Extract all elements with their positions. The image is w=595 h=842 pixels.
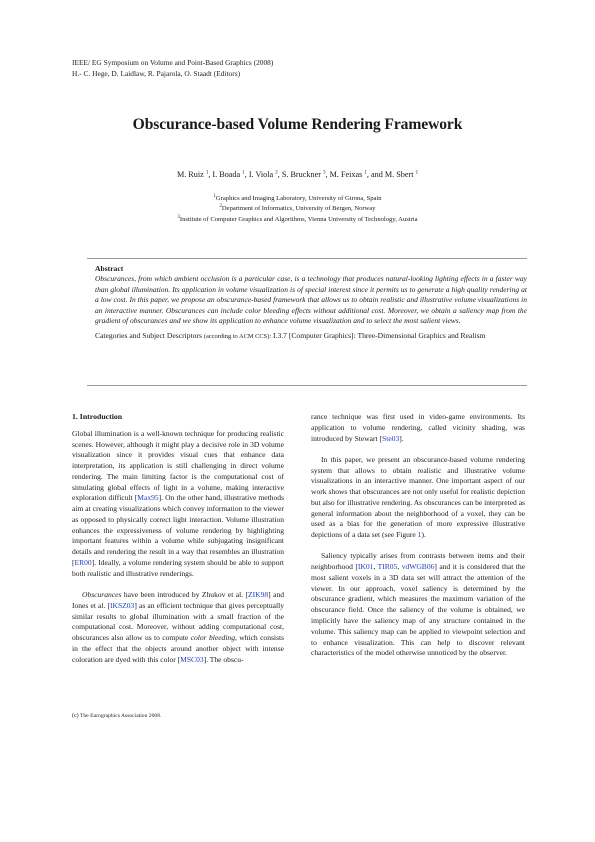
venue-line-2: H.- C. Hege, D. Laidlaw, R. Pajarola, O. Staadt (Editors) [72,68,241,78]
author-separator: , [244,170,249,179]
categories-text: I.3.7 [Computer Graphics]: Three-Dimensional Graphics and Realism [273,330,486,340]
copyright-footer [72,713,161,719]
citation-link[interactable]: Ste03 [382,433,400,443]
author-affiliation-mark: 1 [242,170,245,176]
author-name: M. Ruiz [176,170,206,179]
intro-paragraph-2-continued: rance technique was first used in video-game environments. Its application to volume rendering, called vicinity shading, was introduced by Stewart [Ste03]. [311,412,525,443]
citation-link[interactable]: 1 [417,530,422,540]
citation-link[interactable]: ER00 [74,557,92,567]
left-column [72,412,284,665]
emphasized-term: color bleeding [190,633,235,643]
abstract-heading: Abstract [95,264,124,273]
author-name: M. Feixas [329,170,365,179]
author-affiliation-mark: 1 [364,170,367,176]
abstract-block [95,264,527,343]
citation-link[interactable]: vdWGB06 [401,562,435,572]
copyright-symbol: (c) [72,713,79,719]
intro-paragraph-1: Global illumination is a well-known technique for producing realistic scenes. However, although it might play a decisive role in 3D volume visualization since it provides visual cues that enhance data interpretation, its application is still challenging in direct volume rendering. The main limiting factor is the computational cost of simulating global effects of light in a volume, making interactive exploration difficult [Max95]. On the other hand, illustrative methods aim at creating visualizations which convey information to the viewer as opposed to physically correct light interaction. Volume illustration enhances the expressiveness of volume rendering by highlighting important features within a volume while subjugating insignificant details and rendering the result in a way that resembles an illustration [ER00]. Ideally, a volume rendering system should be able to support both realistic and illustrative renderings. [72,428,284,578]
citation-link[interactable]: ZIK98 [248,589,269,599]
citation-link[interactable]: IK01 [357,562,374,572]
author-name: S. Bruckner [281,170,323,179]
author-name: I. Boada [212,170,243,179]
author-affiliation-mark: 1 [205,170,209,176]
abstract-bottom-rule [87,385,527,386]
categories-note: (according to ACM CCS): [203,332,272,340]
right-column [311,412,525,659]
citation-link[interactable]: MSC03 [180,654,204,664]
affiliations [0,194,595,225]
abstract-text: Obscurances, from which ambient occlusion is a particular case, is a technology that produces natural-looking lighting effects in a faster way than global illumination. Its application in volume visualization is of special interest since it permits us to generate a high quality rendering at a low cost. In this paper, we propose an obscurance-based framework that allows us to obtain realistic and illustrative volume visualizations in an interactive manner. Obscurances can include color bleeding effects without additional cost. Moreover, we obtain a saliency map from the gradient of obscurances and we show its application to enhance volume visualization and to select the most salient views. [95,274,527,326]
author-affiliation-mark: 1 [415,170,419,176]
venue-header [72,58,273,79]
author-separator: , and [366,170,385,179]
emphasized-term: Obscurances [82,589,122,599]
intro-paragraph-4: Saliency typically arises from contrasts between items and their neighborhood [IK01, TIR05, vdWGB06] and it is considered that the most salient voxels in a 3D data set will attract the attention of the viewer. In our approach, voxel saliency is determined by the obscurance gradient, which measures the maximum variation of the obscurance field. Once the saliency of the volume is obtained, we implicitly have the saliency map of any structure contained in the volume. This saliency map can be applied to viewpoint selection and to enhance visualization. This can help to discover relevant characteristics of the model otherwise unnoticed by the observer. [311,551,525,658]
categories-descriptors [95,331,527,343]
intro-paragraph-2: Obscurances have been introduced by Zhukov et al. [ZIK98] and Iones et al. [IKSZ03] as an efficient technique that gives perceptually similar results to global illumination with a small fraction of the computational cost. Moreover, without adding computational cost, obscurances also allow us to compute color bleeding, which consists in the effect that the objects around another object with intense coloration are dyed with this color [MSC03]. The obscu- [72,589,284,664]
author-affiliation-mark: 3 [323,170,326,176]
author-separator: , [277,170,282,179]
affiliation-line: $^3$Institute of Computer Graphics and Algorithms, Vienna University of Technology, Austria [177,214,418,223]
author-affiliation-mark: 2 [275,170,278,176]
author-separator: , [325,170,330,179]
citation-link[interactable]: IKSZ03 [110,600,135,610]
affiliation-line: $^2$Department of Informatics, University of Bergen, Norway [219,204,376,213]
author-separator: , [208,170,213,179]
abstract-top-rule [87,258,527,259]
venue-line-1: IEEE/ EG Symposium on Volume and Point-Based Graphics (2008) [72,58,274,67]
copyright-text: The Eurographics Association 2008. [79,713,162,719]
author-list [0,170,595,179]
categories-label: Categories and Subject Descriptors [95,330,202,340]
section-heading: 1. Introduction [72,412,123,421]
author-name: M. Sbert [384,170,416,179]
citation-link[interactable]: Max95 [137,493,159,503]
author-name: I. Viola [248,170,276,179]
citation-link[interactable]: TIR05 [377,562,398,572]
paper-title: Obscurance-based Volume Rendering Framework [132,116,463,133]
intro-paragraph-3: In this paper, we present an obscurance-based volume rendering system that allows to obtain realistic and illustrative volume visualizations in an interactive manner. One important aspect of our work shows that obscurances are not only useful for realistic depiction but also for illustrative rendering. As obscurances can be interpreted as general information about the neighborhood of a voxel, they can be used as a bias for the generation of more expressive illustrative depictions of a data set (see Figure 1). [311,454,525,540]
affiliation-line: $^1$Graphics and Imaging Laboratory, University of Girona, Spain [213,193,382,202]
